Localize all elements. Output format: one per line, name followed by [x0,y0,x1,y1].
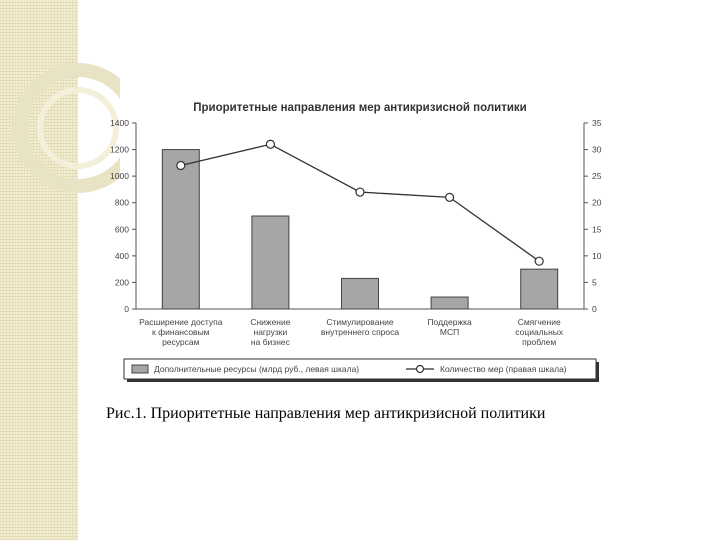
left-tick-label: 600 [114,224,129,235]
legend-line-marker [417,366,424,373]
bar-line-chart [100,95,620,390]
category-label-line: Снижение [250,317,291,327]
bar [162,150,199,309]
category-label-line: ресурсам [162,337,200,347]
line-series [177,140,543,265]
left-tick-label: 800 [114,197,129,208]
line-point [446,193,454,201]
bar [252,216,289,309]
category-labels [139,317,564,347]
left-tick-label: 1000 [110,171,129,182]
left-tick-label: 0 [124,304,129,314]
right-tick-label: 0 [592,304,597,314]
right-tick-label: 15 [592,224,602,235]
bar [342,278,379,309]
category-label [139,317,223,347]
category-label [250,317,290,347]
right-tick-label: 25 [592,171,602,182]
category-label [427,317,472,337]
category-label-line: Поддержка [427,317,472,327]
bar-series [162,150,557,309]
category-label-line: проблем [522,337,557,347]
left-tick-label: 200 [114,277,129,288]
category-label-line: нагрузки [253,327,288,337]
category-label-line: социальных [515,327,564,337]
left-tick-label: 1400 [110,118,129,128]
legend-bar-label: Дополнительные ресурсы (млрд руб., левая шкала) [154,364,360,374]
line-point [356,188,364,196]
category-label-line: МСП [439,327,460,337]
bar [431,297,468,309]
category-label [515,317,564,347]
left-tick-label: 1200 [110,144,129,155]
right-axis-ticks [584,118,602,314]
left-axis-ticks [110,118,136,314]
chart-title: Приоритетные направления мер антикризисной политики [193,102,527,114]
category-label-line: Стимулирование [326,317,394,327]
category-label-line: Расширение доступа [139,317,223,327]
chart-legend [124,359,599,382]
legend-bar-swatch [132,365,148,373]
line-point [266,140,274,148]
right-tick-label: 20 [592,197,602,208]
right-tick-label: 5 [592,277,597,288]
category-label [321,317,399,337]
legend-line-label: Количество мер (правая шкала) [440,364,567,374]
figure-caption: Рис.1. Приоритетные направления мер антикризисной политики [106,405,546,422]
category-label-line: к финансовым [152,327,210,337]
category-label-line: внутреннего спроса [320,327,400,337]
left-tick-label: 400 [114,250,129,261]
series-line [181,144,539,261]
line-point [535,257,543,265]
category-label-line: на бизнес [250,337,290,347]
right-tick-label: 35 [592,118,602,128]
category-label-line: Смягчение [517,317,561,327]
bar [521,269,558,309]
right-tick-label: 10 [592,250,602,261]
right-tick-label: 30 [592,144,602,155]
line-point [177,162,185,170]
